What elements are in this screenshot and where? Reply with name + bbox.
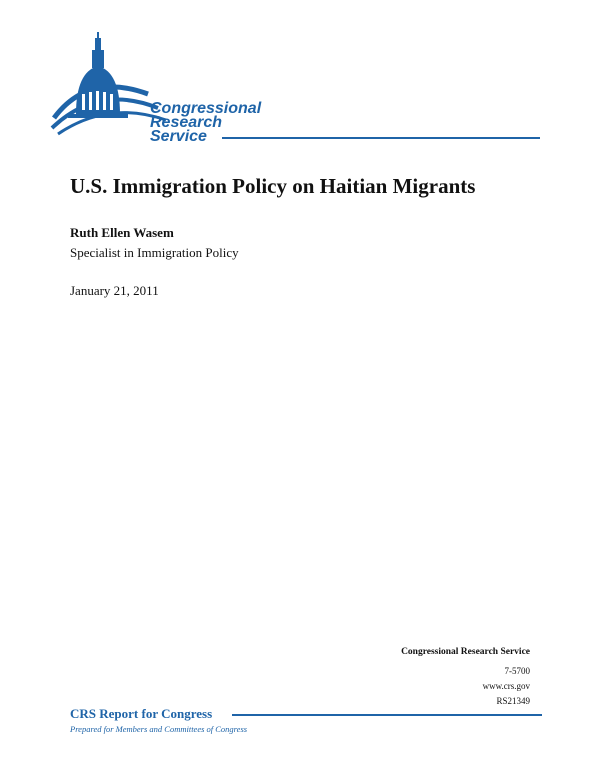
- footer-divider: [232, 714, 542, 716]
- author-role: Specialist in Immigration Policy: [70, 245, 239, 260]
- capitol-dome-icon: [48, 32, 548, 152]
- footer-subtitle: Prepared for Members and Committees of Congress: [70, 724, 248, 734]
- report-date: January 21, 2011: [70, 283, 159, 298]
- logo-text-congressional: Congressional: [150, 100, 262, 117]
- logo-divider: [222, 137, 540, 139]
- logo-text-service: Service: [150, 128, 207, 145]
- author-name: Ruth Ellen Wasem: [70, 225, 174, 240]
- footer-title: CRS Report for Congress: [70, 706, 213, 721]
- report-info-block: [401, 645, 530, 709]
- report-number: RS21349: [496, 696, 530, 706]
- website-link[interactable]: www.crs.gov: [482, 681, 530, 691]
- phone-code: 7-5700: [504, 666, 530, 676]
- logo-text-research: Research: [150, 114, 223, 131]
- organization-name: Congressional Research Service: [401, 647, 530, 657]
- report-title: U.S. Immigration Policy on Haitian Migrants: [70, 174, 476, 198]
